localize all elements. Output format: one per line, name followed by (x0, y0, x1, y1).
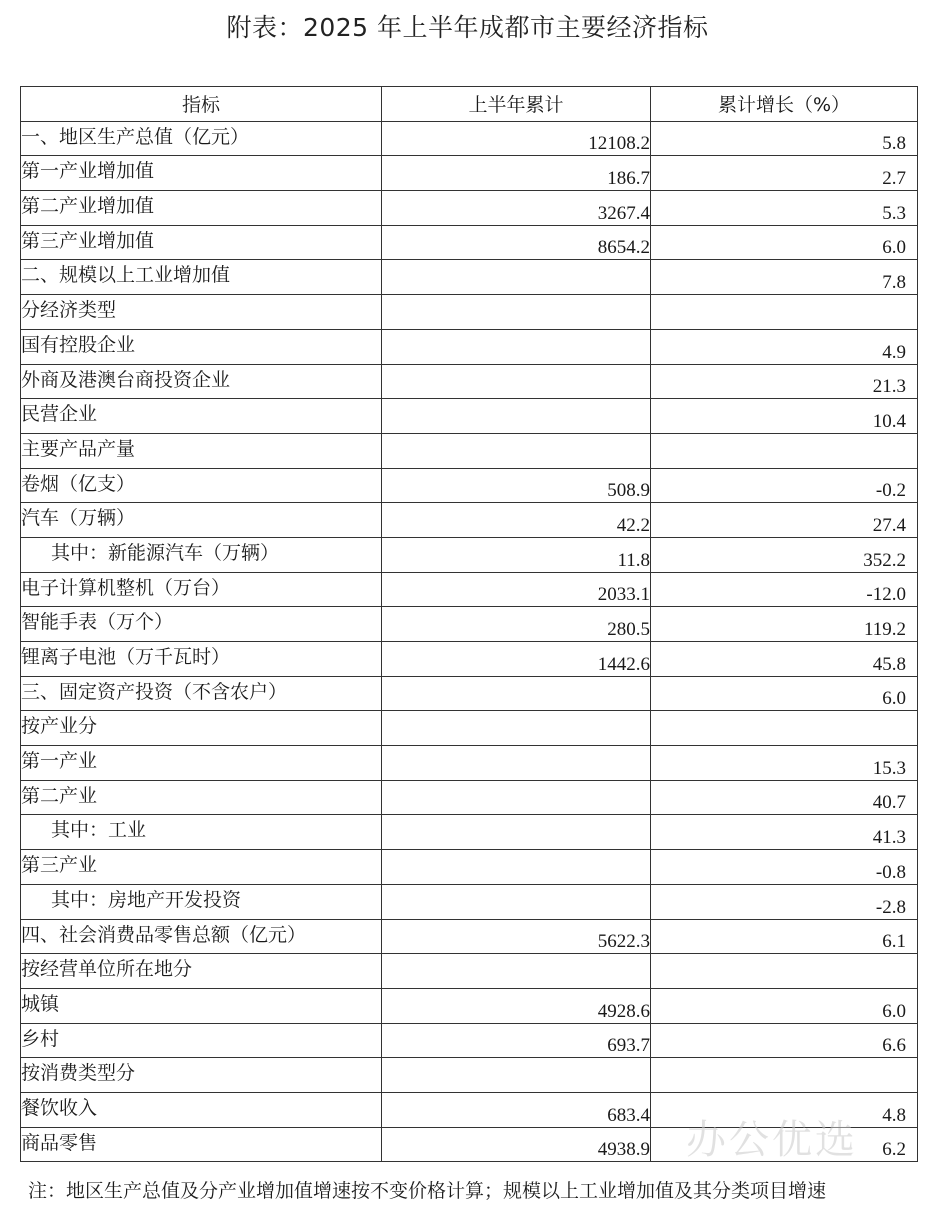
growth-rate: 119.2 (651, 607, 918, 642)
table-row (21, 642, 918, 677)
indicator-name: 卷烟（亿支） (21, 468, 382, 503)
table-row (21, 364, 918, 399)
growth-rate: 45.8 (651, 642, 918, 677)
growth-rate: 10.4 (651, 399, 918, 434)
half-year-value (382, 364, 651, 399)
table-row (21, 537, 918, 572)
indicator-name: 城镇 (21, 988, 382, 1023)
indicator-name: 商品零售 (21, 1127, 382, 1162)
growth-rate (651, 711, 918, 746)
growth-rate: 4.9 (651, 329, 918, 364)
table-row (21, 607, 918, 642)
indicator-name: 一、地区生产总值（亿元） (21, 121, 382, 156)
half-year-value: 693.7 (382, 1023, 651, 1058)
table-row (21, 815, 918, 850)
page-title: 附表：2025 年上半年成都市主要经济指标 (226, 13, 709, 42)
table-row (21, 191, 918, 226)
indicator-name: 第一产业 (21, 746, 382, 781)
indicator-name: 二、规模以上工业增加值 (21, 260, 382, 295)
growth-rate: 27.4 (651, 503, 918, 538)
indicator-name: 其中：房地产开发投资 (21, 884, 382, 919)
table-row (21, 225, 918, 260)
growth-rate: 5.8 (651, 121, 918, 156)
growth-rate: 21.3 (651, 364, 918, 399)
growth-rate: 2.7 (651, 156, 918, 191)
growth-rate: 6.6 (651, 1023, 918, 1058)
indicator-name: 国有控股企业 (21, 329, 382, 364)
growth-rate (651, 1058, 918, 1093)
growth-rate: 15.3 (651, 746, 918, 781)
growth-rate: 6.0 (651, 225, 918, 260)
growth-rate: 41.3 (651, 815, 918, 850)
footnote: 注：地区生产总值及分产业增加值增速按不变价格计算；规模以上工业增加值及其分类项目增速 (28, 1180, 827, 1202)
growth-rate (651, 295, 918, 330)
table-row (21, 295, 918, 330)
indicator-name: 第三产业增加值 (21, 225, 382, 260)
indicator-name: 其中：工业 (21, 815, 382, 850)
half-year-value: 11.8 (382, 537, 651, 572)
watermark-logo: 办公优选 (686, 1117, 858, 1163)
table-row (21, 919, 918, 954)
indicator-name: 第二产业 (21, 780, 382, 815)
growth-rate: 4.8 (651, 1092, 918, 1127)
table-row (21, 1092, 918, 1127)
growth-rate (651, 433, 918, 468)
half-year-value (382, 295, 651, 330)
half-year-value: 4938.9 (382, 1127, 651, 1162)
header-cumulative-growth: 累计增长（%） (651, 87, 918, 122)
table-row (21, 1127, 918, 1162)
table-row (21, 711, 918, 746)
indicator-name: 按经营单位所在地分 (21, 954, 382, 989)
indicator-name: 其中：新能源汽车（万辆） (21, 537, 382, 572)
table-row (21, 850, 918, 885)
half-year-value: 508.9 (382, 468, 651, 503)
table-row (21, 954, 918, 989)
half-year-value (382, 711, 651, 746)
half-year-value: 5622.3 (382, 919, 651, 954)
growth-rate: 6.1 (651, 919, 918, 954)
half-year-value (382, 329, 651, 364)
indicator-name: 四、社会消费品零售总额（亿元） (21, 919, 382, 954)
growth-rate: -2.8 (651, 884, 918, 919)
indicator-name: 电子计算机整机（万台） (21, 572, 382, 607)
indicator-name: 外商及港澳台商投资企业 (21, 364, 382, 399)
growth-rate: -0.2 (651, 468, 918, 503)
growth-rate: -12.0 (651, 572, 918, 607)
growth-rate (651, 954, 918, 989)
header-half-year-total: 上半年累计 (382, 87, 651, 122)
half-year-value (382, 884, 651, 919)
half-year-value (382, 260, 651, 295)
half-year-value: 186.7 (382, 156, 651, 191)
table-row (21, 121, 918, 156)
growth-rate: 352.2 (651, 537, 918, 572)
growth-rate: -0.8 (651, 850, 918, 885)
half-year-value: 4928.6 (382, 988, 651, 1023)
header-indicator: 指标 (21, 87, 382, 122)
half-year-value: 42.2 (382, 503, 651, 538)
table-row (21, 1058, 918, 1093)
table-row (21, 884, 918, 919)
table-row (21, 329, 918, 364)
growth-rate: 7.8 (651, 260, 918, 295)
table-row (21, 468, 918, 503)
table-row (21, 988, 918, 1023)
indicator-name: 第三产业 (21, 850, 382, 885)
half-year-value (382, 433, 651, 468)
table-row (21, 746, 918, 781)
table-row (21, 780, 918, 815)
growth-rate: 5.3 (651, 191, 918, 226)
half-year-value: 280.5 (382, 607, 651, 642)
indicator-name: 按产业分 (21, 711, 382, 746)
table-row (21, 1023, 918, 1058)
half-year-value: 683.4 (382, 1092, 651, 1127)
growth-rate: 40.7 (651, 780, 918, 815)
half-year-value (382, 399, 651, 434)
half-year-value: 2033.1 (382, 572, 651, 607)
half-year-value: 3267.4 (382, 191, 651, 226)
table-body (21, 121, 918, 1162)
indicator-name: 民营企业 (21, 399, 382, 434)
table-row (21, 503, 918, 538)
growth-rate: 6.2 (651, 1127, 918, 1162)
table-row (21, 399, 918, 434)
indicator-name: 分经济类型 (21, 295, 382, 330)
table-row (21, 260, 918, 295)
half-year-value: 1442.6 (382, 642, 651, 677)
growth-rate: 6.0 (651, 676, 918, 711)
half-year-value (382, 746, 651, 781)
half-year-value (382, 676, 651, 711)
indicator-name: 第一产业增加值 (21, 156, 382, 191)
growth-rate: 6.0 (651, 988, 918, 1023)
half-year-value (382, 954, 651, 989)
indicator-name: 第二产业增加值 (21, 191, 382, 226)
table-row (21, 572, 918, 607)
table-row (21, 156, 918, 191)
indicator-name: 乡村 (21, 1023, 382, 1058)
half-year-value (382, 780, 651, 815)
indicator-name: 三、固定资产投资（不含农户） (21, 676, 382, 711)
table-header-row (21, 87, 918, 122)
half-year-value (382, 850, 651, 885)
half-year-value: 8654.2 (382, 225, 651, 260)
half-year-value: 12108.2 (382, 121, 651, 156)
indicator-name: 锂离子电池（万千瓦时） (21, 642, 382, 677)
half-year-value (382, 1058, 651, 1093)
indicator-name: 主要产品产量 (21, 433, 382, 468)
indicator-name: 汽车（万辆） (21, 503, 382, 538)
indicator-name: 按消费类型分 (21, 1058, 382, 1093)
indicator-name: 智能手表（万个） (21, 607, 382, 642)
half-year-value (382, 815, 651, 850)
table-row (21, 676, 918, 711)
indicator-name: 餐饮收入 (21, 1092, 382, 1127)
economic-indicators-table (20, 86, 918, 1162)
table-row (21, 433, 918, 468)
